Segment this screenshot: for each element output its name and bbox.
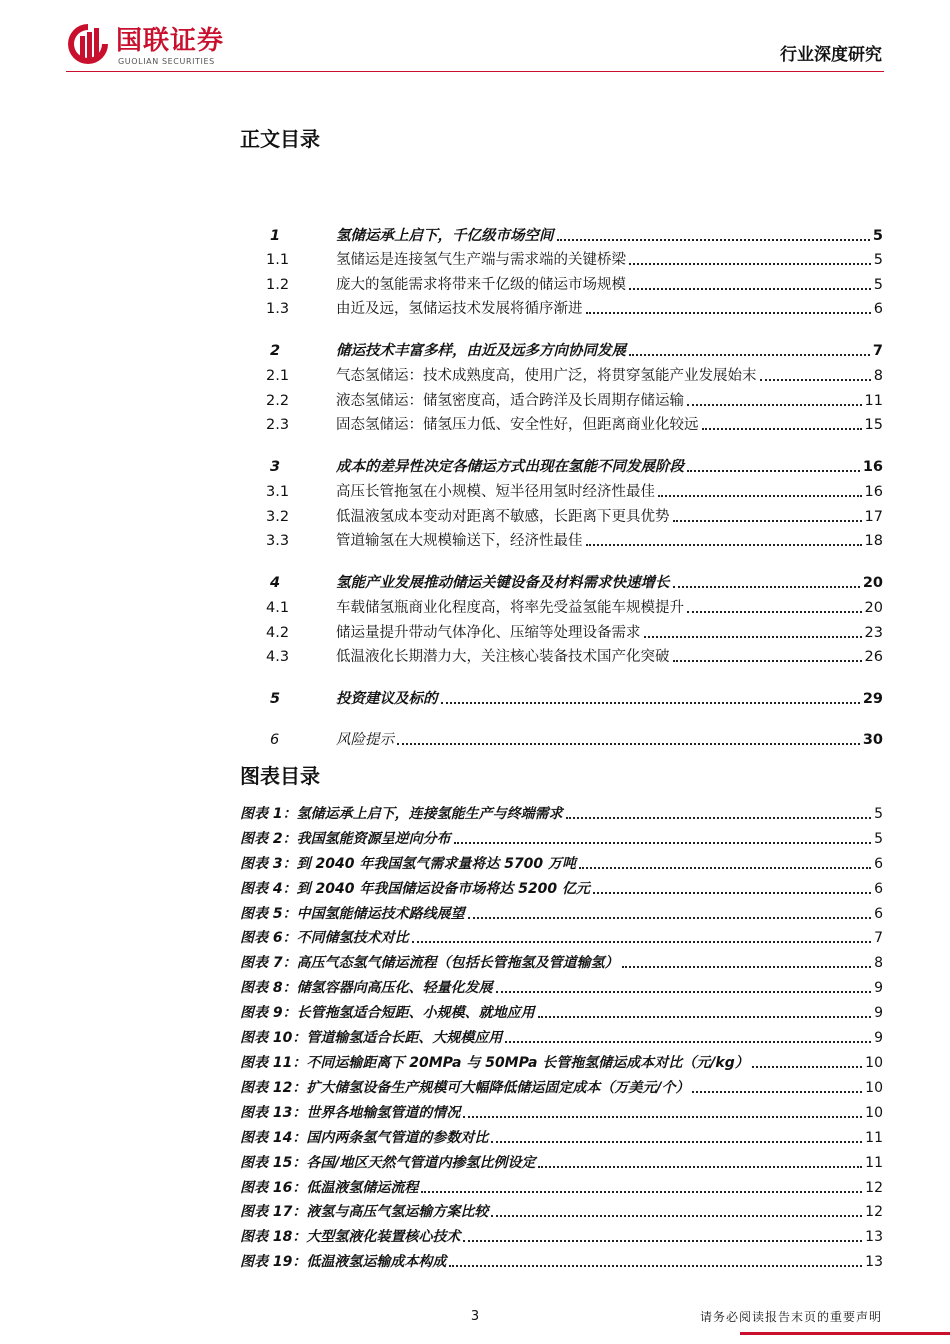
figure-item-title: 图表 18：大型氢液化装置核心技术 <box>240 1229 461 1245</box>
guolian-logo-icon <box>66 22 110 66</box>
toc-item-page: 6 <box>873 301 883 317</box>
toc-item-number: 3.2 <box>266 509 290 525</box>
leader-dots <box>760 379 871 381</box>
toc-item-title: 管道输氢在大规模输送下，经济性最佳 <box>336 533 583 549</box>
figure-item-title: 图表 16：低温液氢储运流程 <box>240 1180 419 1196</box>
leader-dots <box>692 1091 862 1093</box>
figures-heading: 图表目录 <box>240 764 320 788</box>
leader-dots <box>593 892 871 894</box>
toc-item-title: 低温液化长期潜力大，关注核心装备技术国产化突破 <box>336 649 670 665</box>
toc-item-title: 投资建议及标的 <box>336 691 438 707</box>
toc-item-title: 高压长管拖氢在小规模、短半径用氢时经济性最佳 <box>336 484 655 500</box>
toc-item-number: 2.3 <box>266 417 290 433</box>
figure-item-page: 5 <box>874 806 883 822</box>
leader-dots <box>496 991 871 993</box>
leader-dots <box>644 636 862 638</box>
figure-item[interactable] <box>240 1051 883 1073</box>
brand-name-cn: 国联证券 <box>116 26 225 56</box>
toc-item-number: 2.2 <box>266 393 290 409</box>
toc-item-number: 2 <box>270 343 281 359</box>
brand-name-en: GUOLIAN SECURITIES <box>118 57 215 66</box>
figure-item[interactable] <box>240 976 883 998</box>
figure-item[interactable] <box>240 1250 883 1272</box>
toc-item-number: 4.2 <box>266 625 290 641</box>
toc-item[interactable] <box>240 596 883 618</box>
leader-dots <box>658 495 862 497</box>
toc-item-title: 气态氢储运：技术成熟度高，使用广泛，将贯穿氢能产业发展始末 <box>336 368 757 384</box>
leader-dots <box>586 312 871 314</box>
leader-dots <box>752 1066 862 1068</box>
leader-dots <box>468 917 871 919</box>
toc-item-number: 3 <box>270 459 281 475</box>
toc-item-page: 23 <box>864 625 883 641</box>
toc-item[interactable] <box>240 480 883 502</box>
disclaimer-note: 请务必阅读报告末页的重要声明 <box>699 1310 882 1324</box>
toc-item-title: 储运技术丰富多样，由近及远多方向协同发展 <box>336 343 626 359</box>
figure-item[interactable] <box>240 1225 883 1247</box>
toc-item-number: 1.3 <box>266 301 290 317</box>
figure-item-title: 图表 12：扩大储氢设备生产规模可大幅降低储运固定成本（万美元/个） <box>240 1080 690 1096</box>
figure-item[interactable] <box>240 1001 883 1023</box>
leader-dots <box>622 966 871 968</box>
leader-dots <box>463 1240 862 1242</box>
toc-item[interactable] <box>240 728 883 750</box>
leader-dots <box>673 520 862 522</box>
toc-item[interactable] <box>240 529 883 551</box>
figure-item[interactable] <box>240 1076 883 1098</box>
toc-item-title: 由近及远，氢储运技术发展将循序渐进 <box>336 301 583 317</box>
toc-item[interactable] <box>240 621 883 643</box>
toc-item[interactable] <box>240 687 883 709</box>
toc-item[interactable] <box>240 297 883 319</box>
toc-item-title: 风险提示 <box>336 732 394 748</box>
toc-item-page: 7 <box>872 343 883 359</box>
toc-item[interactable] <box>240 364 883 386</box>
leader-dots <box>491 1141 862 1143</box>
toc-item-page: 11 <box>864 393 883 409</box>
figure-item-page: 6 <box>874 856 883 872</box>
figure-item-page: 13 <box>865 1229 883 1245</box>
toc-item-page: 20 <box>864 600 883 616</box>
figure-item[interactable] <box>240 1151 883 1173</box>
figure-item-page: 12 <box>865 1204 883 1220</box>
toc-item-title: 液态氢储运：储氢密度高，适合跨洋及长周期存储运输 <box>336 393 684 409</box>
figure-item-page: 9 <box>874 980 883 996</box>
figure-item-title: 图表 10：管道输氢适合长距、大规模应用 <box>240 1030 503 1046</box>
figure-item[interactable] <box>240 827 883 849</box>
leader-dots <box>702 428 862 430</box>
figure-item[interactable] <box>240 1101 883 1123</box>
toc-item-number: 4.1 <box>266 600 290 616</box>
toc-item-number: 1 <box>270 228 281 244</box>
figure-item-page: 6 <box>874 881 883 897</box>
toc-item-title: 储运量提升带动气体净化、压缩等处理设备需求 <box>336 625 641 641</box>
figure-item-title: 图表 6：不同储氢技术对比 <box>240 930 409 946</box>
toc-item-title: 氢能产业发展推动储运关键设备及材料需求快速增长 <box>336 575 670 591</box>
toc-item-title: 氢储运是连接氢气生产端与需求端的关键桥梁 <box>336 252 626 268</box>
toc-item-number: 6 <box>270 732 280 748</box>
leader-dots <box>454 842 871 844</box>
toc-item-page: 26 <box>864 649 883 665</box>
figure-item-title: 图表 1：氢储运承上启下，连接氢能生产与终端需求 <box>240 806 563 822</box>
leader-dots <box>586 544 862 546</box>
leader-dots <box>449 1265 862 1267</box>
toc-item-title: 车载储氢瓶商业化程度高，将率先受益氢能车规模提升 <box>336 600 684 616</box>
figure-item-page: 8 <box>874 955 883 971</box>
figure-item[interactable] <box>240 877 883 899</box>
leader-dots <box>629 354 870 356</box>
toc-item-number: 5 <box>270 691 281 707</box>
leader-dots <box>412 941 871 943</box>
page-number: 3 <box>470 1309 480 1324</box>
toc-heading: 正文目录 <box>240 127 320 151</box>
toc-item-number: 3.1 <box>266 484 290 500</box>
toc-item-number: 3.3 <box>266 533 290 549</box>
figure-item[interactable] <box>240 1200 883 1222</box>
leader-dots <box>687 611 862 613</box>
toc-item-page: 5 <box>872 228 883 244</box>
figure-item-title: 图表 19：低温液氢运输成本构成 <box>240 1254 447 1270</box>
figure-item-page: 9 <box>874 1005 883 1021</box>
leader-dots <box>673 660 862 662</box>
leader-dots <box>673 586 860 588</box>
toc-item[interactable] <box>240 645 883 667</box>
toc-item-number: 1.2 <box>266 277 290 293</box>
leader-dots <box>566 817 871 819</box>
figure-item-title: 图表 3：到 2040 年我国氢气需求量将达 5700 万吨 <box>240 856 577 872</box>
figure-item[interactable] <box>240 1126 883 1148</box>
figure-item-page: 6 <box>874 906 883 922</box>
leader-dots <box>687 470 860 472</box>
figure-item-title: 图表 7：高压气态氢气储运流程（包括长管拖氢及管道输氢） <box>240 955 619 971</box>
leader-dots <box>687 404 862 406</box>
toc-item-number: 4 <box>270 575 281 591</box>
figure-item[interactable] <box>240 951 883 973</box>
toc-item[interactable] <box>240 571 883 593</box>
leader-dots <box>629 263 871 265</box>
figure-item-title: 图表 4：到 2040 年我国储运设备市场将达 5200 亿元 <box>240 881 591 897</box>
toc-item-number: 1.1 <box>266 252 290 268</box>
toc-item-page: 16 <box>862 459 883 475</box>
figure-item-page: 11 <box>865 1130 883 1146</box>
toc-item-page: 15 <box>864 417 883 433</box>
figure-item-page: 9 <box>874 1030 883 1046</box>
figure-item[interactable] <box>240 926 883 948</box>
toc-item-page: 29 <box>862 691 883 707</box>
figure-item[interactable] <box>240 1026 883 1048</box>
leader-dots <box>441 702 860 704</box>
leader-dots <box>557 239 870 241</box>
leader-dots <box>538 1016 871 1018</box>
figure-item-title: 图表 15：各国/地区天然气管道内掺氢比例设定 <box>240 1155 536 1171</box>
toc-item-title: 庞大的氢能需求将带来千亿级的储运市场规模 <box>336 277 626 293</box>
toc-item-page: 17 <box>864 509 883 525</box>
toc-item-number: 4.3 <box>266 649 290 665</box>
toc-item[interactable] <box>240 455 883 477</box>
figure-item-title: 图表 8：储氢容器向高压化、轻量化发展 <box>240 980 493 996</box>
figure-item-title: 图表 11：不同运输距离下 20MPa 与 50MPa 长管拖氢储运成本对比（元/kg） <box>240 1055 749 1071</box>
toc-item-page: 20 <box>862 575 883 591</box>
toc-item[interactable] <box>240 273 883 295</box>
figure-item-page: 7 <box>874 930 883 946</box>
leader-dots <box>463 1116 862 1118</box>
leader-dots <box>491 1215 862 1217</box>
toc-item-title: 低温液氢成本变动对距离不敏感，长距离下更具优势 <box>336 509 670 525</box>
figure-item-page: 5 <box>874 831 883 847</box>
figure-item[interactable] <box>240 1176 883 1198</box>
toc-item[interactable] <box>240 339 883 361</box>
header-divider <box>66 71 884 72</box>
leader-dots <box>421 1191 862 1193</box>
leader-dots <box>579 867 871 869</box>
figure-item[interactable] <box>240 852 883 874</box>
leader-dots <box>505 1041 871 1043</box>
figure-item[interactable] <box>240 902 883 924</box>
toc-item[interactable] <box>240 224 883 246</box>
figure-item-title: 图表 17：液氢与高压气氢运输方案比较 <box>240 1204 489 1220</box>
toc-item-page: 8 <box>873 368 883 384</box>
toc-item-page: 18 <box>864 533 883 549</box>
figure-item-title: 图表 9：长管拖氢适合短距、小规模、就地应用 <box>240 1005 535 1021</box>
toc-item[interactable] <box>240 505 883 527</box>
figure-item-page: 10 <box>865 1080 883 1096</box>
toc-item[interactable] <box>240 389 883 411</box>
figure-item-page: 11 <box>865 1155 883 1171</box>
report-type: 行业深度研究 <box>780 45 882 65</box>
footer-divider <box>740 1332 950 1335</box>
leader-dots <box>397 743 860 745</box>
toc-item-page: 5 <box>873 277 883 293</box>
figure-item-page: 10 <box>865 1055 883 1071</box>
figure-item[interactable] <box>240 802 883 824</box>
toc-item-title: 固态氢储运：储氢压力低、安全性好，但距离商业化较远 <box>336 417 699 433</box>
leader-dots <box>538 1166 862 1168</box>
toc-item-page: 16 <box>864 484 883 500</box>
figure-item-title: 图表 2：我国氢能资源呈逆向分布 <box>240 831 451 847</box>
figure-item-title: 图表 13：世界各地输氢管道的情况 <box>240 1105 461 1121</box>
toc-item[interactable] <box>240 413 883 435</box>
toc-item-page: 30 <box>862 732 883 748</box>
figure-item-page: 12 <box>865 1180 883 1196</box>
toc-item[interactable] <box>240 248 883 270</box>
figure-item-title: 图表 5：中国氢能储运技术路线展望 <box>240 906 465 922</box>
page-header <box>0 0 950 76</box>
figure-item-page: 10 <box>865 1105 883 1121</box>
toc-item-title: 成本的差异性决定各储运方式出现在氢能不同发展阶段 <box>336 459 684 475</box>
toc-item-number: 2.1 <box>266 368 290 384</box>
figure-item-page: 13 <box>865 1254 883 1270</box>
toc-item-title: 氢储运承上启下，千亿级市场空间 <box>336 228 554 244</box>
toc-item-page: 5 <box>873 252 883 268</box>
figure-item-title: 图表 14：国内两条氢气管道的参数对比 <box>240 1130 489 1146</box>
leader-dots <box>629 288 871 290</box>
